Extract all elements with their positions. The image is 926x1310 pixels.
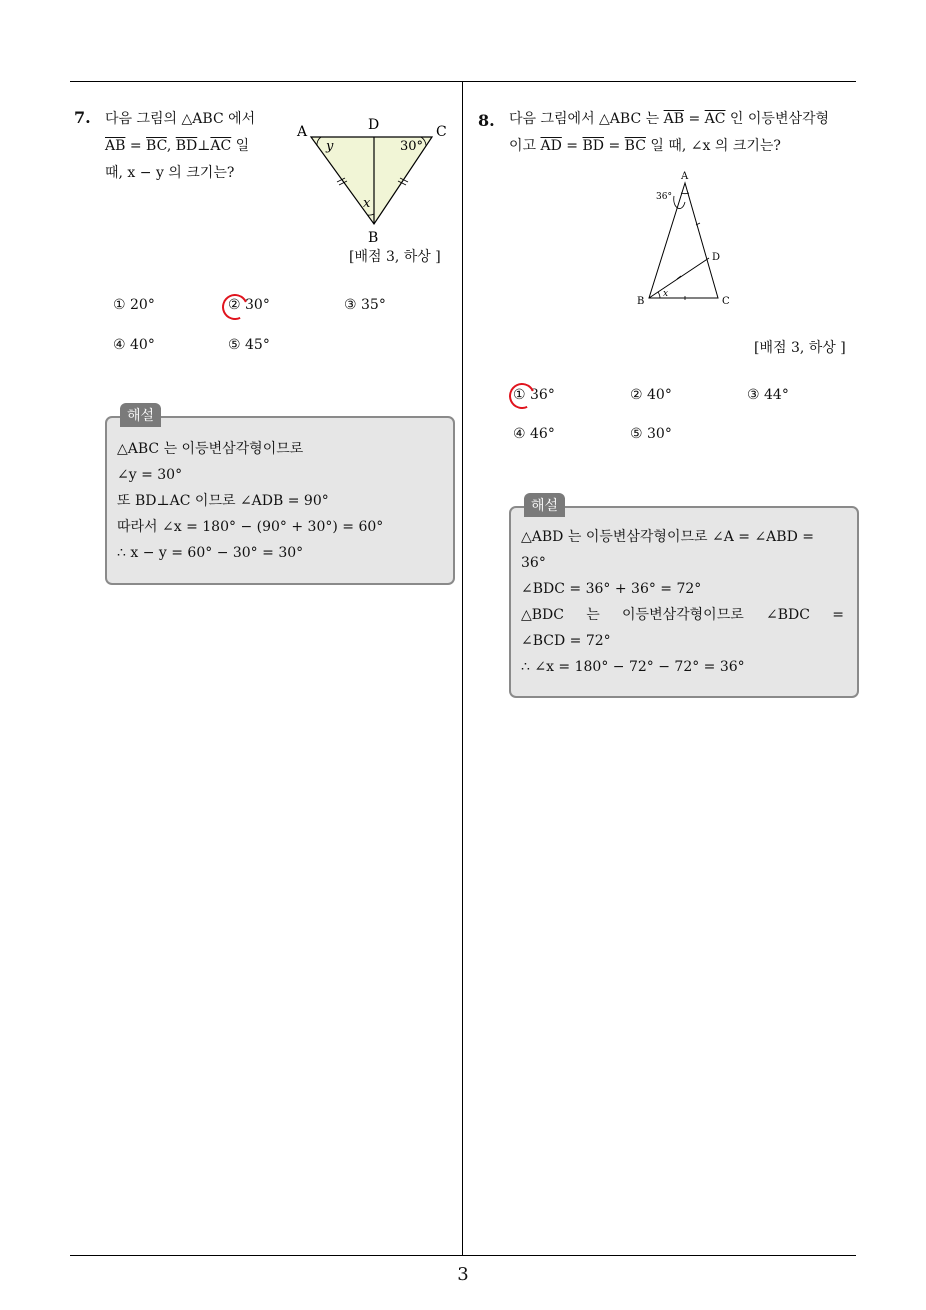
q8-label-b: B	[637, 296, 645, 307]
q8-question-text	[509, 106, 859, 160]
q8-triangle-figure	[632, 168, 742, 313]
q8-label-c: C	[722, 296, 730, 307]
q7-question-text	[105, 106, 283, 187]
q8-line2: 이고 $\overline{AD} = \overline{BD} = \overline{BC}$ 일 때, ∠x 의 크기는?	[509, 138, 781, 154]
q7-label-b: B	[368, 230, 379, 246]
q7-label-a: A	[297, 124, 308, 140]
column-divider	[462, 81, 463, 1255]
q7-solution-line: 따라서 ∠x = 180° − (90° + 30°) = 60°	[117, 519, 384, 535]
q7-line1: 다음 그림의 △ABC 에서	[105, 111, 256, 127]
q7-line3: 때, x − y 의 크기는?	[105, 165, 235, 181]
q7-label-x: x	[363, 196, 371, 211]
q7-choice-1[interactable]: ① 20°	[113, 297, 155, 313]
q7-choice-3[interactable]: ③ 35°	[344, 297, 386, 313]
q8-choice-4[interactable]: ④ 46°	[513, 426, 555, 442]
q7-solution-line: ∴ x − y = 60° − 30° = 30°	[117, 545, 304, 561]
q8-choice-3[interactable]: ③ 44°	[747, 387, 789, 403]
q8-choice-5[interactable]: ⑤ 30°	[630, 426, 672, 442]
top-rule	[70, 81, 856, 82]
q7-label-c: C	[436, 124, 447, 140]
q8-label-angle-a: 36°	[656, 192, 672, 202]
q8-label-x: x	[663, 289, 669, 299]
q8-label-d: D	[712, 252, 721, 263]
q8-solution-tag: 해설	[524, 493, 565, 517]
q8-choice-1[interactable]: ① 36°	[513, 387, 555, 403]
q8-solution-line: ∠BDC = 36° + 36° = 72°	[521, 581, 702, 597]
q7-solution-line: 또 BD⊥AC 이므로 ∠ADB = 90°	[117, 493, 329, 509]
q8-label-a: A	[681, 171, 689, 182]
q7-choice-4[interactable]: ④ 40°	[113, 337, 155, 353]
q8-score: [배점 3, 하상 ]	[754, 340, 846, 356]
q8-solution-line: 36°	[521, 555, 546, 571]
q7-choice-5[interactable]: ⑤ 45°	[228, 337, 270, 353]
q7-selected-mark	[218, 290, 251, 323]
q7-label-d: D	[368, 117, 380, 133]
q8-solution-line: ∴ ∠x = 180° − 72° − 72° = 36°	[521, 659, 745, 675]
q7-label-angle-c: 30°	[400, 139, 424, 154]
q7-solution-line: △ABC 는 이등변삼각형이므로	[117, 441, 304, 457]
q7-solution-line: ∠y = 30°	[117, 467, 183, 483]
q8-choice-2[interactable]: ② 40°	[630, 387, 672, 403]
page-number: 3	[457, 1264, 469, 1285]
q8-line1: 다음 그림에서 △ABC 는 $\overline{AB} = \overline{AC}$ 인 이등변삼각형	[509, 111, 830, 127]
q8-solution-line: △ABD 는 이등변삼각형이므로 ∠A = ∠ABD =	[521, 529, 814, 545]
q8-solution-line: ∠BCD = 72°	[521, 633, 611, 649]
q7-line2: $\overline{AB} = \overline{BC}$, $\overline{BD}\perp\overline{AC}$ 일	[105, 138, 250, 154]
q7-triangle-figure	[290, 112, 455, 247]
q8-selected-mark	[505, 379, 538, 412]
q8-solution-text	[521, 524, 844, 680]
q7-solution-text	[117, 436, 442, 566]
q7-choice-2[interactable]: ② 30°	[228, 297, 270, 313]
q8-solution-line-justified: △BDC 는 이등변삼각형이므로 ∠BDC =	[521, 607, 844, 623]
q7-number: 7.	[74, 108, 91, 127]
q7-label-y: y	[326, 139, 334, 154]
bottom-rule	[70, 1255, 856, 1256]
q8-number: 8.	[478, 111, 495, 130]
q7-solution-tag: 해설	[120, 403, 161, 427]
q7-score: [배점 3, 하상 ]	[349, 249, 441, 265]
